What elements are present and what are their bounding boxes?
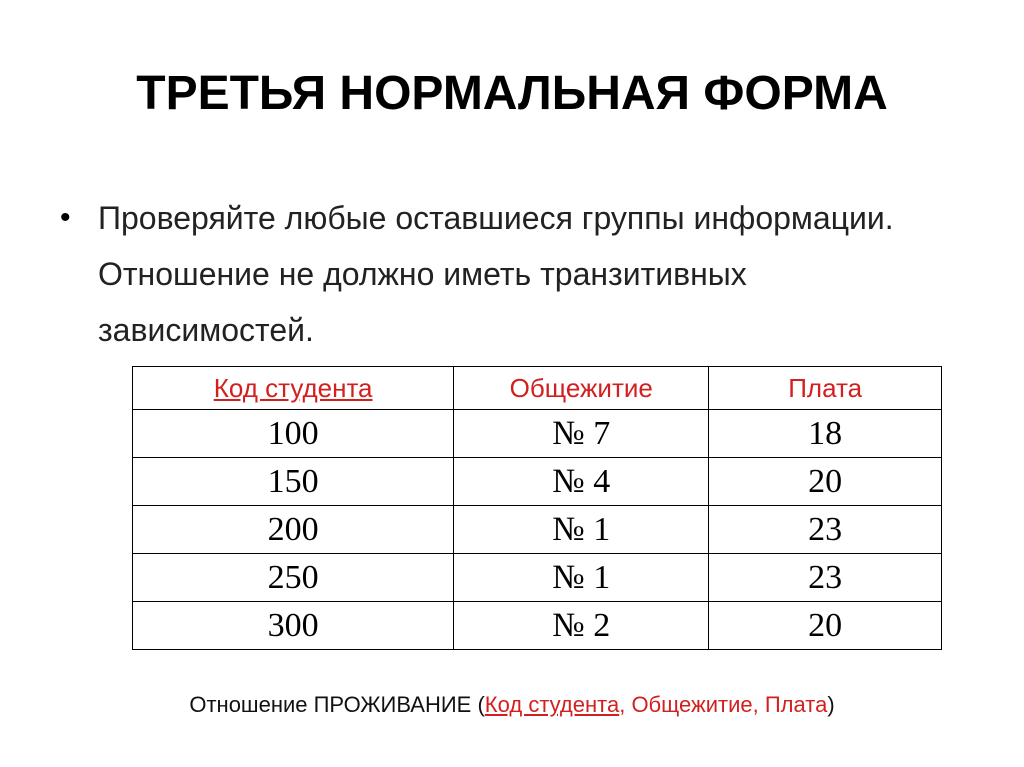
cell-student-code: 300 [133,602,454,650]
relation-sep2: , [752,692,765,717]
relation-suffix: ) [827,692,835,717]
slide-title: ТРЕТЬЯ НОРМАЛЬНАЯ ФОРМА [136,67,888,120]
cell-student-code: 100 [133,410,454,458]
cell-dormitory: № 1 [454,554,709,602]
residence-table [132,366,942,650]
table-row [133,554,942,602]
relation-caption [0,690,1024,720]
bullet-marker-icon: • [60,201,71,234]
header-student-code-label: Код студента [213,372,373,403]
header-student-code [133,367,454,410]
relation-sep1: , [619,692,632,717]
header-fee: Плата [709,367,942,410]
relation-prefix: Отношение ПРОЖИВАНИЕ ( [189,692,485,717]
cell-fee: 20 [709,458,942,506]
cell-student-code: 150 [133,458,454,506]
bullet-item [60,190,960,358]
relation-attr-dormitory: Общежитие [631,692,753,717]
table-row [133,506,942,554]
table-header-row [133,367,942,410]
cell-student-code: 200 [133,506,454,554]
relation-key: Код студента [484,692,620,717]
bullet-text: Проверяйте любые оставшиеся группы информации. Отношение не должно иметь транзитивных зависимостей. [98,200,894,348]
cell-fee: 23 [709,554,942,602]
cell-fee: 23 [709,506,942,554]
cell-dormitory: № 7 [454,410,709,458]
cell-dormitory: № 4 [454,458,709,506]
table-row [133,458,942,506]
table-row [133,602,942,650]
relation-attr-fee: Плата [764,692,828,717]
table-row [133,410,942,458]
cell-dormitory: № 2 [454,602,709,650]
cell-student-code: 250 [133,554,454,602]
cell-dormitory: № 1 [454,506,709,554]
header-dormitory: Общежитие [454,367,709,410]
cell-fee: 20 [709,602,942,650]
cell-fee: 18 [709,410,942,458]
